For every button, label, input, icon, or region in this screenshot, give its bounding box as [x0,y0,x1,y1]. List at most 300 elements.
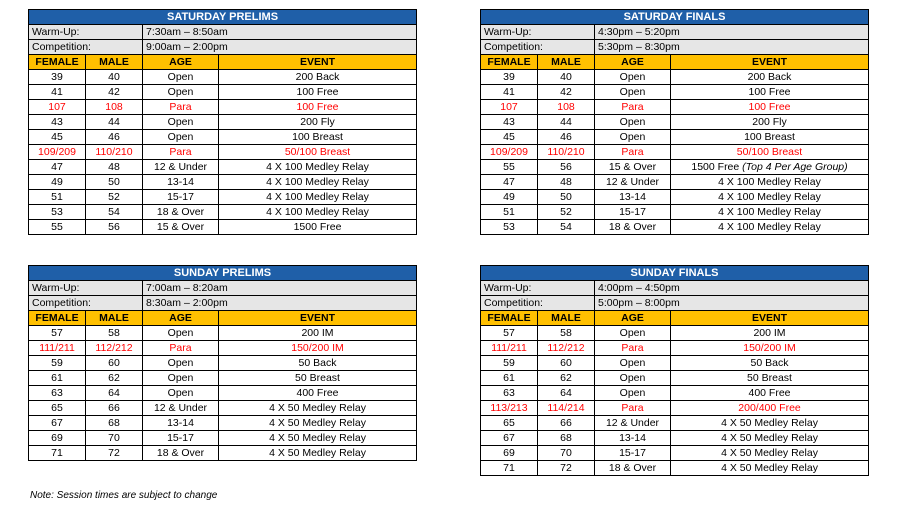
event-cell [219,446,417,461]
warmup-label: Warm-Up: [29,25,143,40]
female-event-number: 59 [29,356,86,371]
male-event-number: 64 [86,386,143,401]
event-name: 200 Back [295,71,340,83]
event-cell [671,145,869,160]
event-name: 50/100 Breast [284,146,351,158]
female-event-number: 43 [29,115,86,130]
event-name: 100 Breast [292,131,343,143]
event-row [29,160,417,175]
event-row [29,416,417,431]
male-event-number: 56 [86,220,143,235]
event-row [481,461,869,476]
warmup-time: 4:30pm – 5:20pm [595,25,869,40]
event-cell [219,386,417,401]
female-event-number: 43 [481,115,538,130]
male-event-number: 110/210 [538,145,595,160]
age-group: 12 & Under [595,416,671,431]
competition-label: Competition: [481,296,595,311]
event-name: 4 X 50 Medley Relay [269,432,366,444]
male-event-number: 72 [86,446,143,461]
female-event-number: 45 [29,130,86,145]
event-row [29,431,417,446]
event-cell [671,326,869,341]
male-event-number: 72 [538,461,595,476]
female-event-number: 57 [481,326,538,341]
event-row [481,100,869,115]
event-name: 4 X 50 Medley Relay [721,462,818,474]
saturday-finals-table [480,9,869,235]
session-title-row [481,10,869,25]
female-event-number: 69 [481,446,538,461]
event-cell [671,431,869,446]
female-event-number: 55 [29,220,86,235]
event-row [481,85,869,100]
event-cell [219,431,417,446]
event-cell [219,326,417,341]
event-header: EVENT [671,311,869,326]
event-cell [671,371,869,386]
session-title: SUNDAY PRELIMS [29,266,417,281]
female-event-number: 49 [481,190,538,205]
event-cell [671,341,869,356]
session-title: SATURDAY PRELIMS [29,10,417,25]
age-group: 18 & Over [595,461,671,476]
age-group: Open [143,326,219,341]
male-header: MALE [538,311,595,326]
event-row [481,386,869,401]
event-cell [671,205,869,220]
male-event-number: 112/212 [86,341,143,356]
event-row [29,130,417,145]
age-group: Open [595,115,671,130]
session-title-row [29,266,417,281]
column-header-row [481,55,869,70]
age-group: Open [595,326,671,341]
column-header-row [29,311,417,326]
female-header: FEMALE [29,311,86,326]
event-cell [671,190,869,205]
age-group: Open [143,356,219,371]
warmup-label: Warm-Up: [481,25,595,40]
event-row [29,356,417,371]
warmup-time: 4:00pm – 4:50pm [595,281,869,296]
age-group: Para [143,341,219,356]
event-name: 200 Fly [752,116,787,128]
age-group: Para [143,145,219,160]
male-event-number: 40 [538,70,595,85]
male-event-number: 48 [86,160,143,175]
event-name: 100 Free [748,101,791,113]
female-event-number: 109/209 [29,145,86,160]
male-event-number: 44 [86,115,143,130]
competition-label: Competition: [29,296,143,311]
event-row [29,446,417,461]
female-event-number: 51 [481,205,538,220]
event-row [29,175,417,190]
event-name: 1500 Free [691,161,740,173]
event-row [481,401,869,416]
male-event-number: 68 [538,431,595,446]
warmup-row [481,281,869,296]
female-event-number: 111/211 [29,341,86,356]
event-cell [671,356,869,371]
female-event-number: 63 [29,386,86,401]
event-name: 4 X 50 Medley Relay [721,447,818,459]
event-cell [671,401,869,416]
female-event-number: 65 [29,401,86,416]
male-event-number: 108 [86,100,143,115]
male-event-number: 42 [86,85,143,100]
age-group: Open [595,356,671,371]
event-row [481,130,869,145]
event-cell [219,356,417,371]
competition-row [481,40,869,55]
event-row [481,431,869,446]
event-name: 4 X 50 Medley Relay [269,417,366,429]
age-group: 15-17 [143,190,219,205]
event-header: EVENT [671,55,869,70]
column-header-row [481,311,869,326]
event-row [29,220,417,235]
female-event-number: 47 [481,175,538,190]
event-name: 4 X 100 Medley Relay [718,176,821,188]
event-cell [219,341,417,356]
female-event-number: 53 [481,220,538,235]
male-event-number: 110/210 [86,145,143,160]
male-header: MALE [538,55,595,70]
competition-time: 9:00am – 2:00pm [143,40,417,55]
event-row [481,190,869,205]
event-cell [219,401,417,416]
age-group: Para [595,145,671,160]
event-header: EVENT [219,311,417,326]
event-name: 4 X 50 Medley Relay [269,402,366,414]
age-group: 18 & Over [595,220,671,235]
event-cell [219,115,417,130]
event-name: 400 Free [296,387,339,399]
female-event-number: 107 [481,100,538,115]
event-row [29,70,417,85]
warmup-label: Warm-Up: [481,281,595,296]
warmup-row [481,25,869,40]
female-event-number: 107 [29,100,86,115]
age-group: Para [595,341,671,356]
age-group: Open [595,130,671,145]
event-row [29,85,417,100]
event-name: 150/200 IM [291,342,344,354]
male-event-number: 48 [538,175,595,190]
age-group: Open [143,85,219,100]
female-event-number: 71 [481,461,538,476]
event-name: 4 X 100 Medley Relay [266,191,369,203]
age-group: 12 & Under [143,160,219,175]
event-name: 4 X 100 Medley Relay [718,221,821,233]
event-cell [219,175,417,190]
age-header: AGE [595,55,671,70]
event-row [481,326,869,341]
event-name: 400 Free [748,387,791,399]
event-name: 100 Free [748,86,791,98]
male-event-number: 60 [538,356,595,371]
competition-label: Competition: [481,40,595,55]
event-name: 50 Breast [295,372,340,384]
event-row [481,205,869,220]
event-row [481,220,869,235]
warmup-time: 7:00am – 8:20am [143,281,417,296]
event-cell [219,220,417,235]
male-event-number: 108 [538,100,595,115]
male-event-number: 58 [86,326,143,341]
female-event-number: 59 [481,356,538,371]
male-header: MALE [86,311,143,326]
age-group: 13-14 [595,190,671,205]
event-cell [671,461,869,476]
warmup-row [29,25,417,40]
event-cell [219,205,417,220]
age-header: AGE [143,311,219,326]
event-cell [671,416,869,431]
event-cell [671,160,869,175]
event-row [29,371,417,386]
male-event-number: 44 [538,115,595,130]
event-row [481,115,869,130]
event-row [29,115,417,130]
event-row [481,145,869,160]
male-event-number: 66 [86,401,143,416]
event-cell [219,190,417,205]
session-times-note: Note: Session times are subject to change [30,490,218,501]
event-name: 200/400 Free [738,402,801,414]
male-event-number: 52 [538,205,595,220]
age-group: 18 & Over [143,205,219,220]
event-name: 200 IM [753,327,786,339]
age-group: Open [143,386,219,401]
event-row [481,356,869,371]
event-cell [671,130,869,145]
female-event-number: 41 [481,85,538,100]
female-event-number: 53 [29,205,86,220]
male-event-number: 68 [86,416,143,431]
male-event-number: 70 [538,446,595,461]
event-qualifier-note: (Top 4 Per Age Group) [742,161,848,173]
session-title: SUNDAY FINALS [481,266,869,281]
event-cell [671,446,869,461]
male-event-number: 50 [86,175,143,190]
event-name: 4 X 50 Medley Relay [269,447,366,459]
event-name: 200 Back [747,71,792,83]
female-header: FEMALE [29,55,86,70]
column-header-row [29,55,417,70]
warmup-label: Warm-Up: [29,281,143,296]
age-group: 15 & Over [143,220,219,235]
female-header: FEMALE [481,311,538,326]
age-header: AGE [143,55,219,70]
event-name: 4 X 100 Medley Relay [266,161,369,173]
age-group: Open [143,130,219,145]
female-event-number: 41 [29,85,86,100]
event-row [29,145,417,160]
male-event-number: 114/214 [538,401,595,416]
female-event-number: 69 [29,431,86,446]
event-row [481,175,869,190]
event-cell [219,85,417,100]
age-group: Para [595,401,671,416]
age-group: Open [143,115,219,130]
male-event-number: 112/212 [538,341,595,356]
male-event-number: 56 [538,160,595,175]
event-cell [219,371,417,386]
event-cell [671,386,869,401]
male-event-number: 54 [538,220,595,235]
event-header: EVENT [219,55,417,70]
male-event-number: 64 [538,386,595,401]
event-name: 100 Breast [744,131,795,143]
event-name: 1500 Free [293,221,342,233]
male-event-number: 54 [86,205,143,220]
female-event-number: 51 [29,190,86,205]
male-event-number: 50 [538,190,595,205]
age-group: 13-14 [143,175,219,190]
age-header: AGE [595,311,671,326]
age-group: Para [595,100,671,115]
event-name: 4 X 100 Medley Relay [718,206,821,218]
event-cell [219,130,417,145]
age-group: 13-14 [143,416,219,431]
age-group: 12 & Under [595,175,671,190]
competition-time: 5:30pm – 8:30pm [595,40,869,55]
female-event-number: 63 [481,386,538,401]
event-name: 4 X 100 Medley Relay [266,206,369,218]
competition-row [481,296,869,311]
session-title-row [481,266,869,281]
event-cell [219,416,417,431]
male-header: MALE [86,55,143,70]
male-event-number: 46 [538,130,595,145]
event-name: 4 X 50 Medley Relay [721,417,818,429]
event-cell [671,175,869,190]
event-row [481,371,869,386]
female-event-number: 55 [481,160,538,175]
competition-time: 8:30am – 2:00pm [143,296,417,311]
event-cell [671,220,869,235]
age-group: Open [143,371,219,386]
competition-row [29,40,417,55]
female-event-number: 49 [29,175,86,190]
event-cell [671,70,869,85]
female-event-number: 67 [29,416,86,431]
event-row [29,326,417,341]
event-cell [219,160,417,175]
sunday-prelims-table [28,265,417,461]
female-event-number: 61 [29,371,86,386]
female-event-number: 45 [481,130,538,145]
age-group: 15 & Over [595,160,671,175]
event-cell [671,100,869,115]
male-event-number: 46 [86,130,143,145]
competition-row [29,296,417,311]
event-cell [219,70,417,85]
event-name: 50/100 Breast [736,146,803,158]
event-name: 4 X 100 Medley Relay [266,176,369,188]
male-event-number: 66 [538,416,595,431]
event-name: 150/200 IM [743,342,796,354]
age-group: Open [595,386,671,401]
event-cell [219,145,417,160]
event-name: 50 Breast [747,372,792,384]
female-event-number: 39 [29,70,86,85]
event-name: 4 X 100 Medley Relay [718,191,821,203]
age-group: 15-17 [595,205,671,220]
male-event-number: 60 [86,356,143,371]
event-row [29,205,417,220]
male-event-number: 62 [86,371,143,386]
male-event-number: 52 [86,190,143,205]
age-group: Open [595,70,671,85]
male-event-number: 58 [538,326,595,341]
age-group: Para [143,100,219,115]
female-header: FEMALE [481,55,538,70]
male-event-number: 40 [86,70,143,85]
male-event-number: 70 [86,431,143,446]
female-event-number: 113/213 [481,401,538,416]
session-title: SATURDAY FINALS [481,10,869,25]
age-group: 15-17 [143,431,219,446]
female-event-number: 57 [29,326,86,341]
age-group: 12 & Under [143,401,219,416]
female-event-number: 109/209 [481,145,538,160]
event-row [481,341,869,356]
age-group: 13-14 [595,431,671,446]
event-row [29,386,417,401]
warmup-time: 7:30am – 8:50am [143,25,417,40]
female-event-number: 39 [481,70,538,85]
age-group: Open [595,371,671,386]
event-row [481,446,869,461]
event-name: 50 Back [298,357,337,369]
event-name: 200 IM [301,327,334,339]
event-cell [671,85,869,100]
event-name: 50 Back [750,357,789,369]
saturday-prelims-table [28,9,417,235]
event-name: 100 Free [296,86,339,98]
competition-time: 5:00pm – 8:00pm [595,296,869,311]
warmup-row [29,281,417,296]
competition-label: Competition: [29,40,143,55]
event-row [29,100,417,115]
session-title-row [29,10,417,25]
event-name: 4 X 50 Medley Relay [721,432,818,444]
event-row [29,401,417,416]
event-row [481,416,869,431]
female-event-number: 61 [481,371,538,386]
female-event-number: 67 [481,431,538,446]
female-event-number: 47 [29,160,86,175]
age-group: Open [143,70,219,85]
male-event-number: 42 [538,85,595,100]
event-cell [219,100,417,115]
event-name: 200 Fly [300,116,335,128]
sunday-finals-table [480,265,869,476]
female-event-number: 71 [29,446,86,461]
event-row [29,190,417,205]
age-group: 18 & Over [143,446,219,461]
event-name: 100 Free [296,101,339,113]
event-row [481,160,869,175]
event-row [481,70,869,85]
male-event-number: 62 [538,371,595,386]
female-event-number: 111/211 [481,341,538,356]
age-group: Open [595,85,671,100]
